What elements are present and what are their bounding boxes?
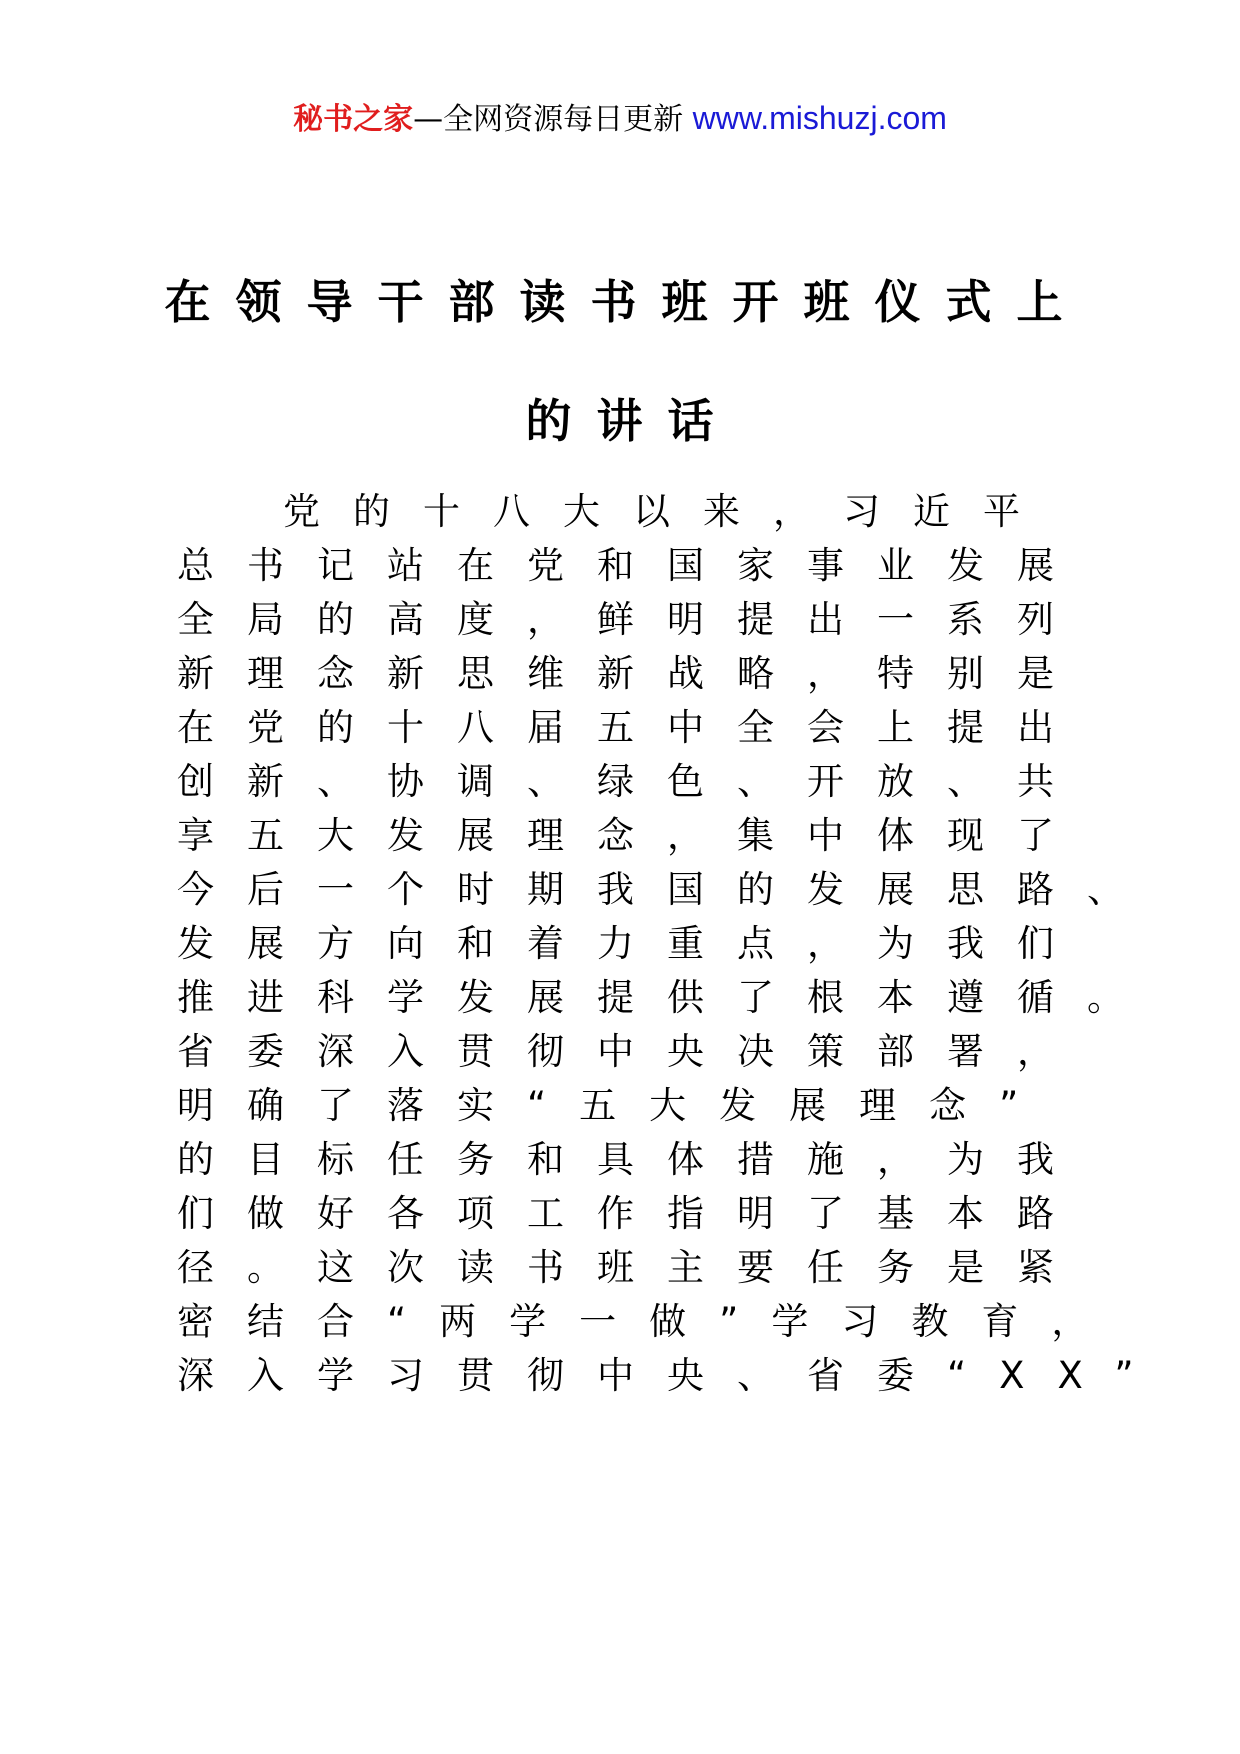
body-line: 密结合“两学一做”学习教育，	[177, 1300, 1122, 1343]
body-line: 总书记站在党和国家事业发展	[177, 544, 1087, 587]
body-line: 省委深入贯彻中央决策部署，	[177, 1030, 1087, 1073]
document-title-line-1: 在领导干部读书班开班仪式上	[164, 275, 1088, 329]
body-line: 明确了落实“五大发展理念”	[177, 1084, 1052, 1127]
body-line: 发展方向和着力重点，为我们	[177, 922, 1087, 965]
body-line: 创新、协调、绿色、开放、共	[177, 760, 1087, 803]
body-line: 党的十八大以来，习近平	[283, 490, 1053, 533]
document-title-line-2: 的讲话	[525, 394, 739, 448]
body-line: 径。这次读书班主要任务是紧	[177, 1246, 1087, 1289]
document-header	[0, 98, 1240, 140]
body-line: 新理念新思维新战略，特别是	[177, 652, 1087, 695]
body-line: 享五大发展理念，集中体现了	[177, 814, 1087, 857]
body-line: 推进科学发展提供了根本遵循。	[177, 976, 1157, 1019]
body-line: 在党的十八届五中全会上提出	[177, 706, 1087, 749]
website-link[interactable]: www.mishuzj.com	[692, 100, 947, 136]
header-slogan: —全网资源每日更新	[413, 102, 684, 137]
body-line: 的目标任务和具体措施，为我	[177, 1138, 1087, 1181]
body-line: 深入学习贯彻中央、省委“XX”	[177, 1354, 1167, 1397]
brand-name: 秘书之家	[293, 102, 414, 137]
body-line: 们做好各项工作指明了基本路	[177, 1192, 1087, 1235]
body-line: 今后一个时期我国的发展思路、	[177, 868, 1157, 911]
body-line: 全局的高度，鲜明提出一系列	[177, 598, 1087, 641]
